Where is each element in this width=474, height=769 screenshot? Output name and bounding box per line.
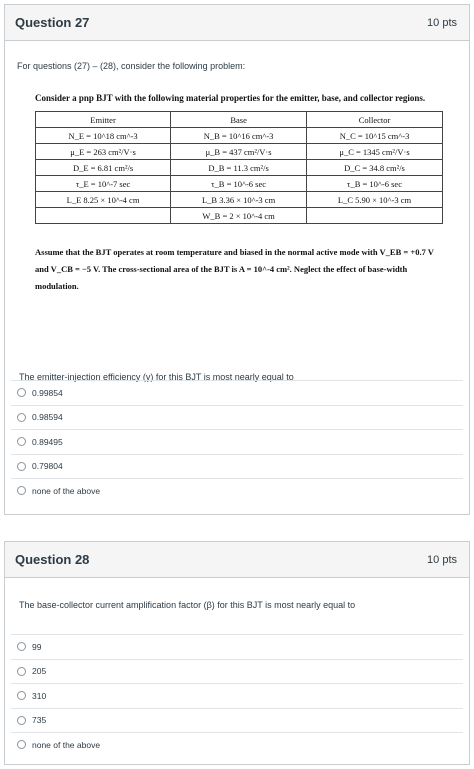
answer-label: 0.89495 (32, 436, 63, 447)
answer-label: 0.79804 (32, 461, 63, 472)
radio-button[interactable] (17, 437, 26, 446)
answer-label: 310 (32, 690, 47, 701)
table-row (36, 160, 443, 176)
table-cell: L_E 8.25 × 10^-4 cm (36, 192, 171, 208)
question-points: 10 pts (427, 16, 457, 29)
table-cell: τ_B = 10^-6 sec (307, 176, 443, 192)
question-27-card (4, 4, 470, 515)
table-cell: τ_B = 10^-6 sec (171, 176, 307, 192)
table-cell: W_B = 2 × 10^-4 cm (171, 208, 307, 224)
table-cell: D_E = 6.81 cm²/s (36, 160, 171, 176)
radio-button[interactable] (17, 642, 26, 651)
question-28-card (4, 541, 470, 765)
question-title: Question 28 (15, 552, 90, 567)
radio-button[interactable] (17, 388, 26, 397)
radio-button[interactable] (17, 486, 26, 495)
radio-button[interactable] (17, 462, 26, 471)
answer-label: none of the above (32, 739, 101, 750)
radio-button[interactable] (17, 691, 26, 700)
answer-option[interactable] (11, 380, 463, 405)
answer-option[interactable] (11, 429, 463, 454)
table-header-cell: Base (171, 112, 307, 128)
table-row (36, 144, 443, 160)
answer-label: 99 (32, 641, 42, 652)
table-row (36, 176, 443, 192)
problem-lead: Consider a pnp BJT with the following material properties for the emitter, base, and collector regions. (35, 93, 426, 103)
question-header (5, 5, 469, 41)
radio-button[interactable] (17, 740, 26, 749)
answer-option[interactable] (11, 659, 463, 684)
question-header (5, 542, 469, 578)
table-cell: μ_B = 437 cm²/V·s (171, 144, 307, 160)
answer-option[interactable] (11, 478, 463, 503)
answer-options (11, 380, 463, 503)
problem-image (35, 91, 447, 295)
table-cell: μ_C = 1345 cm²/V·s (307, 144, 443, 160)
answer-option[interactable] (11, 708, 463, 733)
table-cell: N_B = 10^16 cm^-3 (171, 128, 307, 144)
table-header-cell: Collector (307, 112, 443, 128)
radio-button[interactable] (17, 716, 26, 725)
answer-option[interactable] (11, 683, 463, 708)
answer-label: 735 (32, 715, 47, 726)
table-cell: N_C = 10^15 cm^-3 (307, 128, 443, 144)
table-cell: τ_E = 10^-7 sec (36, 176, 171, 192)
answer-label: 205 (32, 666, 47, 677)
answer-option[interactable] (11, 634, 463, 659)
table-cell: L_B 3.36 × 10^-3 cm (171, 192, 307, 208)
answer-label: none of the above (32, 485, 101, 496)
material-properties-table (35, 111, 443, 224)
table-header-cell: Emitter (36, 112, 171, 128)
answer-label: 0.98594 (32, 412, 63, 423)
table-row (36, 208, 443, 224)
table-cell: N_E = 10^18 cm^-3 (36, 128, 171, 144)
table-cell (36, 208, 171, 224)
question-points: 10 pts (427, 553, 457, 566)
question-text: The emitter-injection efficiency (γ) for this BJT is most nearly equal to (19, 372, 294, 382)
radio-button[interactable] (17, 667, 26, 676)
question-intro: For questions (27) – (28), consider the following problem: (17, 61, 246, 71)
answer-options (11, 634, 463, 757)
question-title: Question 27 (15, 15, 90, 30)
table-cell: μ_E = 263 cm²/V·s (36, 144, 171, 160)
table-cell: D_C = 34.8 cm²/s (307, 160, 443, 176)
table-cell (307, 208, 443, 224)
answer-option[interactable] (11, 454, 463, 479)
answer-option[interactable] (11, 732, 463, 757)
radio-button[interactable] (17, 413, 26, 422)
table-cell: L_C 5.90 × 10^-3 cm (307, 192, 443, 208)
question-text: The base-collector current amplification factor (β) for this BJT is most nearly equal to (19, 600, 356, 610)
table-header-row (36, 112, 443, 128)
table-cell: D_B = 11.3 cm²/s (171, 160, 307, 176)
table-row (36, 128, 443, 144)
problem-assumptions: Assume that the BJT operates at room temperature and biased in the normal active mode with V_EB = +0.7 V and V_CB = −5 V. The cross-sectional area of the BJT is A = 10^-4 cm². Neglect the effect of base-width modulation. (35, 247, 434, 291)
answer-label: 0.99854 (32, 387, 63, 398)
answer-option[interactable] (11, 405, 463, 430)
table-row (36, 192, 443, 208)
